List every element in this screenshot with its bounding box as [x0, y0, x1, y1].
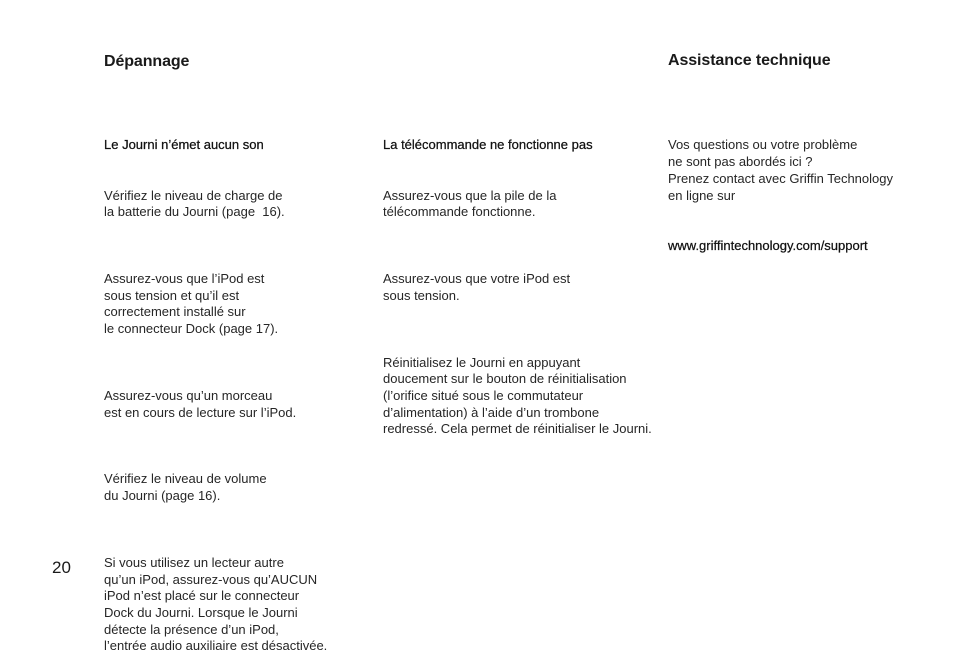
support-section — [668, 104, 893, 271]
no-sound-subheading: Le Journi n’émet aucun son — [104, 137, 264, 153]
no-sound-paragraph-ipod-power: Assurez-vous que l’iPod est sous tension et qu’il est correctement installé sur le connecteur Dock (page 17). — [104, 271, 279, 337]
remote-paragraph-reset: Réinitialisez le Journi en appuyant doucement sur le bouton de réinitialisation (l’orifice situé sous le commutateur d’alimentation) à l’aide d’un trombone redressé. Cela permet de réinitialiser le Journi. — [383, 354, 652, 437]
support-heading: Assistance technique — [668, 52, 831, 69]
page-number: 20 — [52, 558, 71, 577]
remote-section — [383, 104, 652, 455]
no-sound-paragraph-volume: Vérifiez le niveau de volume du Journi (page 16). — [104, 471, 267, 504]
no-sound-section — [104, 104, 327, 672]
troubleshooting-heading: Dépannage — [104, 53, 190, 70]
support-text: Vos questions ou votre problème ne sont pas abordés ici ? Prenez contact avec Griffin Technology en ligne sur — [668, 137, 893, 203]
support-url-link[interactable]: www.griffintechnology.com/support — [668, 237, 868, 253]
remote-paragraph-ipod-power: Assurez-vous que votre iPod est sous tension. — [383, 271, 571, 303]
no-sound-paragraph-aux: Si vous utilisez un lecteur autre qu’un iPod, assurez-vous qu’AUCUN iPod n’est placé sur le connecteur Dock du Journi. Lorsque le Journi détecte la présence d’un iPod, l’entrée audio auxiliaire est désactivée. — [104, 554, 328, 654]
no-sound-paragraph-battery: Vérifiez le niveau de charge de la batterie du Journi (page 16). — [104, 187, 285, 220]
remote-paragraph-battery: Assurez-vous que la pile de la télécommande fonctionne. — [383, 187, 557, 220]
no-sound-paragraph-playing: Assurez-vous qu’un morceau est en cours de lecture sur l’iPod. — [104, 387, 297, 420]
remote-subheading: La télécommande ne fonctionne pas — [383, 137, 593, 153]
